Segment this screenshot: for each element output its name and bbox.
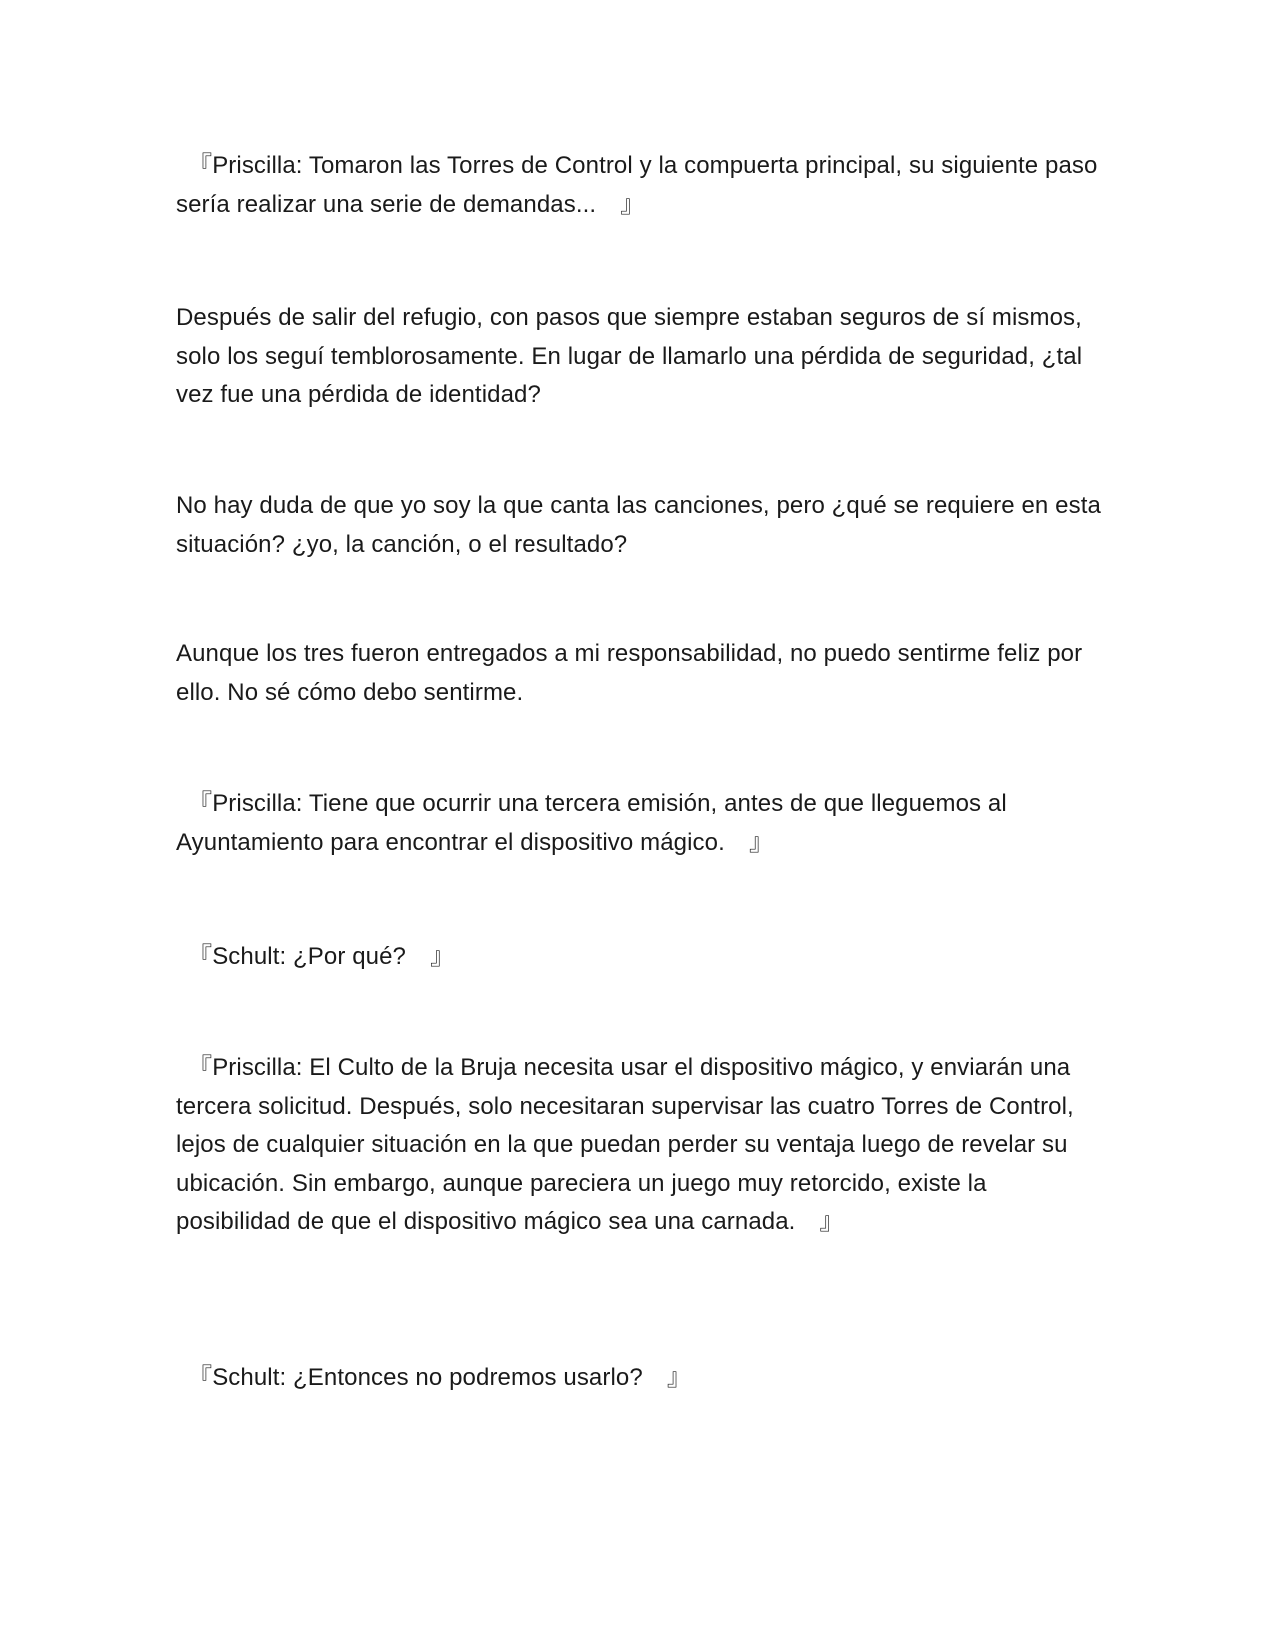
paragraph-schult-dialogue-1: 『Schult: ¿Por qué? 』 <box>176 943 455 970</box>
paragraph-narration-2: No hay duda de que yo soy la que canta las canciones, pero ¿qué se requiere en esta situación? ¿yo, la canción, o el resultado? <box>176 492 1101 558</box>
paragraph-priscilla-dialogue-3: 『Priscilla: El Culto de la Bruja necesita usar el dispositivo mágico, y enviarán una tercera solicitud. Después, solo necesitaran supervisar las cuatro Torres de Control, lejos de cualquier situación en la que puedan perder su ventaja luego de revelar su ubicación. Sin embargo, aunque pareciera un juego muy retorcido, existe la posibilidad de que el dispositivo mágico sea una carnada. 』 <box>176 1054 1074 1235</box>
paragraph-priscilla-dialogue-2: 『Priscilla: Tiene que ocurrir una tercera emisión, antes de que lleguemos al Ayuntamiento para encontrar el dispositivo mágico. 』 <box>176 790 1007 856</box>
paragraph-priscilla-dialogue-1: 『Priscilla: Tomaron las Torres de Control y la compuerta principal, su siguiente paso sería realizar una serie de demandas... 』 <box>176 152 1098 218</box>
paragraph-narration-3: Aunque los tres fueron entregados a mi responsabilidad, no puedo sentirme feliz por ello. No sé cómo debo sentirme. <box>176 640 1083 706</box>
paragraph-schult-dialogue-2: 『Schult: ¿Entonces no podremos usarlo? 』 <box>176 1364 692 1391</box>
paragraph-narration-1: Después de salir del refugio, con pasos que siempre estaban seguros de sí mismos, solo los seguí temblorosamente. En lugar de llamarlo una pérdida de seguridad, ¿tal vez fue una pérdida de identidad? <box>176 304 1083 408</box>
